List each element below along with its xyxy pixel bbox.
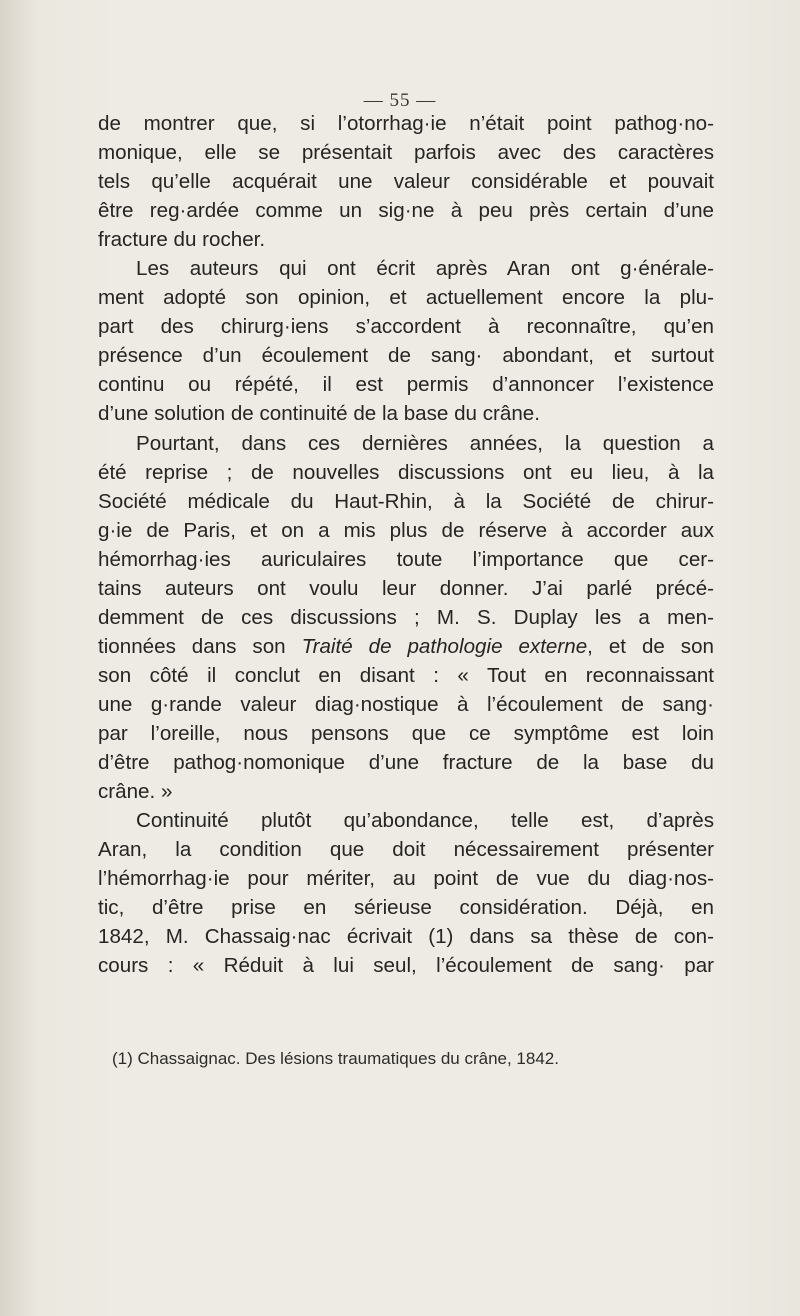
text-segment: tains auteurs ont voulu leur donner. J’ai parlé précé- [98, 576, 714, 600]
text-segment: Aran, la condition que doit nécessairement présenter [98, 838, 714, 862]
text-line [98, 487, 714, 516]
text-segment: continu ou répété, il est permis d’annoncer l’existence [98, 373, 714, 397]
text-line [98, 341, 714, 370]
text-line [98, 138, 714, 167]
text-line [98, 196, 714, 225]
text-line [98, 777, 714, 806]
text-line [98, 835, 714, 864]
text-segment: demment de ces discussions ; M. S. Duplay les a men- [98, 605, 714, 629]
text-segment: Continuité plutôt qu’abondance, telle est, d’après [136, 809, 714, 833]
text-segment: été reprise ; de nouvelles discussions ont eu lieu, à la [98, 460, 714, 484]
text-segment: crâne. » [98, 780, 173, 804]
text-segment: , et de son [587, 634, 714, 658]
text-line [98, 748, 714, 777]
text-line [98, 922, 714, 951]
text-line [98, 806, 714, 835]
text-line [98, 690, 714, 719]
text-line [98, 109, 714, 138]
text-segment: tionnées dans son [98, 634, 302, 658]
text-segment: d’une solution de continuité de la base du crâne. [98, 402, 540, 426]
text-segment: monique, elle se présentait parfois avec des caractères [98, 141, 714, 165]
footnote: (1) Chassaignac. Des lésions traumatiques du crâne, 1842. [112, 1049, 559, 1068]
text-line [98, 370, 714, 399]
text-segment: Société médicale du Haut-Rhin, à la Société de chirur- [98, 489, 714, 513]
text-segment: ment adopté son opinion, et actuellement encore la plu- [98, 286, 714, 310]
text-segment: fracture du rocher. [98, 228, 266, 252]
text-line [98, 399, 714, 428]
text-segment: part des chirurg·iens s’accordent à reconnaître, qu’en [98, 315, 714, 339]
text-line [98, 283, 714, 312]
text-line [98, 574, 714, 603]
text-line [98, 225, 714, 254]
text-segment: d’être pathog·nomonique d’une fracture de la base du [98, 751, 714, 775]
text-line [98, 603, 714, 632]
text-line [98, 719, 714, 748]
body-text [98, 109, 714, 980]
text-line [98, 516, 714, 545]
text-segment: Les auteurs qui ont écrit après Aran ont g·énérale- [136, 257, 714, 281]
text-line [98, 167, 714, 196]
text-segment: hémorrhag·ies auriculaires toute l’importance que cer- [98, 547, 714, 571]
text-line [98, 661, 714, 690]
page-number: — 55 — [363, 90, 437, 111]
text-segment: cours : « Réduit à lui seul, l’écoulement de sang· par [98, 954, 714, 978]
text-segment: par l’oreille, nous pensons que ce symptôme est loin [98, 721, 714, 745]
book-title: Traité de pathologie externe [301, 634, 588, 658]
text-line [98, 312, 714, 341]
text-segment: tic, d’être prise en sérieuse considération. Déjà, en [98, 896, 714, 920]
text-segment: une g·rande valeur diag·nostique à l’écoulement de sang· [98, 692, 714, 716]
text-segment: 1842, M. Chassaig·nac écrivait (1) dans sa thèse de con- [98, 925, 714, 949]
text-segment: Pourtant, dans ces dernières années, la question a [136, 431, 714, 455]
text-segment: son côté il conclut en disant : « Tout en reconnaissant [98, 663, 714, 687]
text-segment: présence d’un écoulement de sang· abondant, et surtout [98, 344, 714, 368]
text-line [98, 893, 714, 922]
text-segment: g·ie de Paris, et on a mis plus de réserve à accorder aux [98, 518, 714, 542]
text-line [98, 429, 714, 458]
text-segment: de montrer que, si l’otorrhag·ie n’était point pathog·no- [98, 112, 714, 135]
text-segment: l’hémorrhag·ie pour mériter, au point de vue du diag·nos- [98, 867, 714, 891]
text-line [98, 545, 714, 574]
text-line [98, 458, 714, 487]
text-line [98, 951, 714, 980]
text-line [98, 864, 714, 893]
text-segment: être reg·ardée comme un sig·ne à peu près certain d’une [98, 199, 714, 223]
text-segment: tels qu’elle acquérait une valeur considérable et pouvait [98, 170, 714, 194]
text-line [98, 632, 714, 661]
text-line [98, 254, 714, 283]
